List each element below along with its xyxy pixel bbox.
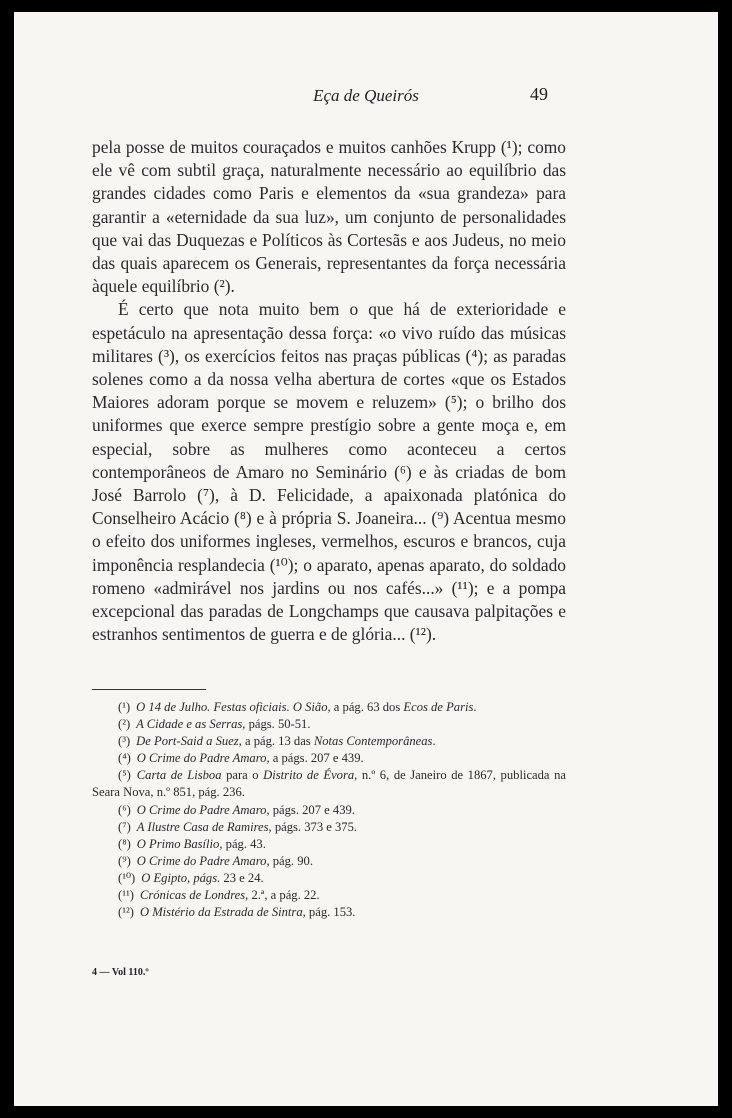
- footnote-num: (³): [118, 734, 131, 749]
- footnote-end: n.º 6, de Janeiro de 1867, publicada na Seara Nova, n.º 851, pág. 236.: [92, 768, 566, 800]
- footnote-italic: O Egipto, págs.: [141, 870, 221, 885]
- footnote: [92, 802, 566, 819]
- footnote-italic: A Ilustre Casa de Ramires,: [136, 819, 272, 834]
- page-number: 49: [530, 84, 548, 104]
- paragraph: pela posse de muitos couraçados e muitos canhões Krupp (¹); como ele vê com subtil graça, naturalmente necessário ao equilíbrio das grandes cidades como Paris e elementos da «sua grandeza» para garantir a «eternidade da sua luz», um conjunto de personalidades que vai das Duquezas e Políticos às Cortesãs e aos Judeus, no meio das quais aparecem os Generais, representantes da força necessária àquele equilíbrio (²).: [92, 137, 566, 297]
- footnote-italic: O Crime do Padre Amaro,: [136, 802, 270, 817]
- footnotes: [92, 699, 566, 921]
- paragraph: É certo que nota muito bem o que há de exterioridade e espetáculo na apresentação dessa força: «o vivo ruído das músicas militares (³), os exercícios feitos nas praças públicas (⁴); as paradas solenes como a da nossa velha abertura de cortes «que os Estados Maiores adoram porque se movem e reluzem» (⁵); o brilho dos uniformes que exerce sempre prestígio sobre a gente moça e, em especial, sobre as mulheres como aconteceu a certos contemporâneos de Amaro no Seminário (⁶) e às criadas de bom José Barrolo (⁷), à D. Felicidade, a apaixonada platónica do Conselheiro Acácio (⁸) e à própria S. Joaneira... (⁹) Acentua mesmo o efeito dos uniformes ingleses, vermelhos, escuros e brancos, cuja imponência resplandecia (¹⁰); o aparato, apenas aparato, do soldado romeno «admirável nos jardins ou nos cafés...» (¹¹); e a pompa excepcional das paradas de Longchamps que causava palpitações e estranhos sentimentos de guerra e de glória... (¹²).: [92, 299, 566, 645]
- footnote-rest: págs. 50-51.: [245, 717, 311, 732]
- footnote-rest: pág. 43.: [222, 836, 266, 851]
- footnote-rest: págs. 207 e 439.: [269, 802, 355, 817]
- footnote-num: (¹²): [118, 905, 134, 920]
- footnote: [92, 836, 566, 853]
- footnote: [92, 716, 566, 733]
- footnote: [92, 870, 566, 887]
- footnote-num: (⁸): [118, 836, 131, 851]
- footnote-italic: O Crime do Padre Amaro,: [136, 751, 270, 766]
- footnote-italic: Crónicas de Londres,: [139, 888, 249, 903]
- printer-signature: 4 — Vol 110.º: [92, 967, 149, 978]
- footnote: [92, 904, 566, 921]
- body-text: [92, 136, 566, 646]
- footnote-num: (⁶): [118, 802, 131, 817]
- footnote-num: (²): [118, 717, 131, 732]
- footnote: [92, 733, 566, 750]
- footnote-num: (⁴): [118, 751, 131, 766]
- footnote-rest: pág. 153.: [305, 905, 356, 920]
- footnote-italic: Carta de Lisboa: [136, 768, 222, 783]
- footnote-num: (¹¹): [118, 888, 134, 903]
- footnote: [92, 853, 566, 870]
- footnote-rest: pág. 90.: [269, 853, 313, 868]
- book-page: [14, 12, 718, 1106]
- footnote: [92, 699, 566, 716]
- footnote-separator: [92, 689, 206, 690]
- footnote-italic2: Ecos de Paris: [403, 700, 474, 714]
- footnote-italic2: Notas Contemporâneas: [313, 734, 433, 749]
- running-header-title: Eça de Queirós: [313, 86, 419, 105]
- footnote: [92, 887, 566, 904]
- footnote-rest: 23 e 24.: [220, 870, 264, 885]
- footnote-rest: para o: [221, 768, 264, 783]
- footnote-italic: A Cidade e as Serras,: [136, 717, 246, 732]
- footnote-italic2: Distrito de Évora,: [263, 768, 358, 783]
- footnote-italic: O Crime do Padre Amaro,: [136, 853, 270, 868]
- footnote-num: (¹⁰): [118, 870, 136, 885]
- footnote: [92, 750, 566, 767]
- footnote-rest: a págs. 207 e 439.: [269, 751, 364, 766]
- footnote-italic: De Port-Said a Suez,: [136, 734, 242, 749]
- footnote-italic: O 14 de Julho. Festas oficiais. O Sião,: [136, 700, 331, 714]
- footnote-end: .: [473, 700, 477, 714]
- footnote: [92, 767, 566, 801]
- footnote-rest: a pág. 63 dos: [330, 700, 404, 714]
- footnote: [92, 819, 566, 836]
- footnote-end: .: [432, 734, 436, 749]
- footnote-num: (¹): [118, 700, 131, 714]
- footnote-num: (⁵): [118, 768, 131, 783]
- footnote-rest: págs. 373 e 375.: [271, 819, 358, 834]
- footnote-num: (⁹): [118, 853, 131, 868]
- footnote-rest: a pág. 13 das: [241, 734, 314, 749]
- footnote-italic: O Mistério da Estrada de Sintra,: [139, 905, 306, 920]
- footnote-italic: O Primo Basílio,: [136, 836, 223, 851]
- footnote-rest: 2.ª, a pág. 22.: [248, 888, 320, 903]
- footnote-num: (⁷): [118, 819, 131, 834]
